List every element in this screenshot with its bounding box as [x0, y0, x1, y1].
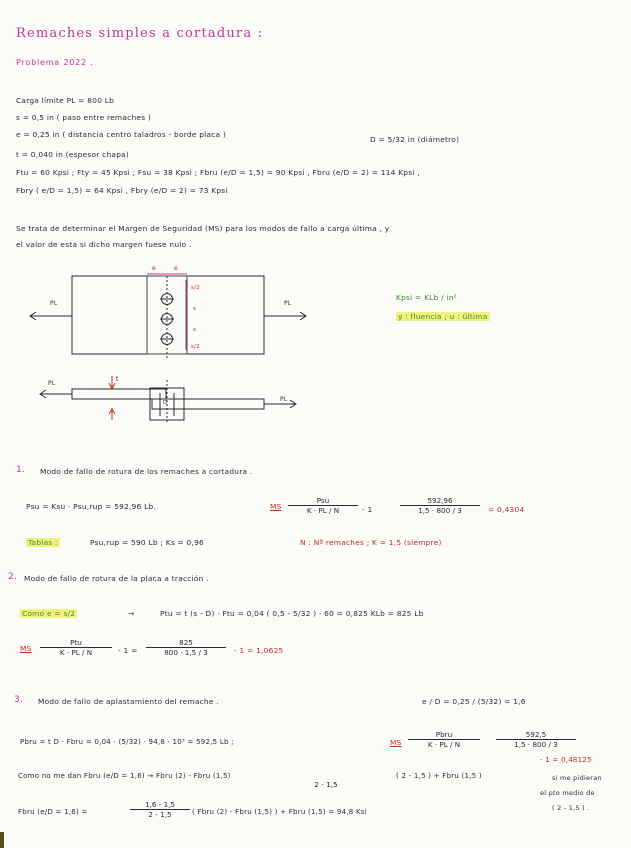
page-edge	[0, 832, 4, 848]
side-d-label: D	[163, 400, 168, 406]
dim-e-right: e	[174, 265, 178, 272]
given-diameter: D = 5/32 in (diámetro)	[370, 135, 460, 144]
section-3-result: - 1 = 0,48125	[540, 756, 592, 764]
dim-e-left: e	[152, 265, 156, 272]
side-load-right: PL	[280, 396, 288, 403]
section-1-result: = 0,4304	[488, 505, 525, 514]
problem-label: Problema 2022 .	[16, 58, 94, 67]
section-2-heading: Modo de fallo de rotura de la placa a tracción .	[24, 574, 209, 583]
section-1-fraction-1: Psu K · PL / N	[288, 496, 358, 515]
dim-s-2: s	[193, 327, 197, 333]
section-2-result: - 1 = 1,0625	[234, 646, 284, 655]
plate-side-view	[40, 376, 296, 424]
dim-s2-bottom: s/2	[191, 344, 200, 350]
section-3-note-line-b: ( 2 - 1,5 ) + Fbru (1,5 )	[396, 772, 482, 780]
intro-line-2: el valor de esta si dicho margen fuese nulo .	[16, 240, 192, 249]
section-3-interp-fraction: $\frac{1,6 - 1,5}{2 - 1,5}$	[130, 800, 190, 819]
section-1-note: N : Nº remaches ; K = 1,5 (siempre)	[300, 538, 442, 547]
section-3-side-1: si me pidieran	[552, 774, 602, 782]
section-2-load: Ptu = t (s - D) · Ftu = 0,04 ( 0,5 - 5/32 ) · 60 = 0,825 KLb = 825 Lb	[160, 609, 424, 618]
section-3-ratio: e / D = 0,25 / (5/32) = 1,6	[422, 697, 526, 706]
section-3-fraction-1: Pbru K · PL / N	[408, 730, 480, 749]
section-1-ms: MS	[270, 502, 282, 511]
plate-top-view	[30, 274, 306, 360]
given-pitch: s = 0,5 in ( paso entre remaches )	[16, 113, 152, 122]
given-thickness: t = 0,040 in (espesor chapa)	[16, 150, 130, 159]
section-2-fraction-1: Ptu K · PL / N	[40, 638, 112, 657]
section-1-fraction-2: $\frac{592,96}{1,5 \cdot 800 / 3}$	[400, 496, 480, 515]
section-2-minus: - 1 =	[118, 646, 138, 655]
section-3-load: Pbru = t D · Fbru = 0,04 · (5/32) · 94,8 · 10³ = 592,5 Lb ;	[20, 738, 234, 746]
load-label-left: PL	[50, 300, 58, 307]
section-3-side-3: ( 2 - 1,5 ) .	[552, 804, 590, 812]
given-edge-distance: e = 0,25 in ( distancia centro taladros - borde placa )	[16, 130, 227, 139]
given-load: Carga límite PL = 800 Lb	[16, 96, 115, 105]
section-2-number: 2.	[8, 572, 18, 582]
section-1-tables-values: Psu,rup = 590 Lb ; Ks = 0,96	[90, 538, 205, 547]
section-2-ms: MS	[20, 644, 32, 653]
section-3-fraction-2: $\frac{592,5}{1,5 \cdot 800 / 3}$	[496, 730, 576, 749]
page-title: Remaches simples a cortadura :	[16, 26, 264, 41]
intro-line-1: Se trata de determinar el Margen de Seguridad (MS) para los modos de fallo a carga última , y	[16, 224, 390, 233]
section-1-number: 1.	[16, 465, 26, 475]
section-2-condition: Como e = s/2	[22, 609, 76, 618]
section-1-minus: - 1	[362, 505, 373, 514]
section-3-heading: Modo de fallo de aplastamiento del remache .	[38, 697, 219, 706]
subscript-legend: y : fluencia ; u : última	[398, 312, 488, 321]
section-1-load: Psu = Ksu · Psu,rup = 592,96 Lb.	[26, 502, 157, 511]
section-2-fraction-2: $\frac{825}{800 \cdot 1,5 / 3}$	[146, 638, 226, 657]
section-3-interp: Fbru (e/D = 1,6) =	[18, 808, 88, 816]
section-2-arrow: →	[128, 609, 135, 618]
section-3-ms: MS	[390, 738, 402, 747]
section-3-interp-b: ( Fbru (2) - Fbru (1,5) ) + Fbru (1,5) = 94,8 Ksi	[192, 808, 367, 816]
section-3-side-2: el pto medio de	[540, 789, 595, 797]
given-strengths-2: Fbry ( e/D = 1,5) = 64 Kpsi , Fbry (e/D = 2) = 73 Kpsi	[16, 186, 228, 195]
dim-s-1: s	[193, 306, 197, 312]
load-label-right: PL	[284, 300, 292, 307]
section-3-number: 3.	[14, 695, 24, 705]
section-1-tables: Tablas :	[28, 538, 58, 547]
section-1-heading: Modo de fallo de rotura de los remaches a cortadura .	[40, 467, 253, 476]
side-load-left: PL	[48, 380, 56, 387]
dim-s2-top: s/2	[191, 285, 200, 291]
side-t-label: t	[116, 376, 119, 383]
units-legend: Kpsi = KLb / in²	[396, 293, 457, 302]
section-3-note-denominator: 2 - 1,5	[314, 780, 338, 789]
given-strengths-1: Ftu = 60 Kpsi ; Fty = 45 Kpsi ; Fsu = 38 Kpsi ; Fbru (e/D = 1,5) = 90 Kpsi , Fbru (e/D = 2) = 114 Kpsi ,	[16, 168, 420, 177]
section-3-note-line: Como no me dan Fbru (e/D = 1,6) → Fbru (2) - Fbru (1,5)	[18, 772, 231, 780]
